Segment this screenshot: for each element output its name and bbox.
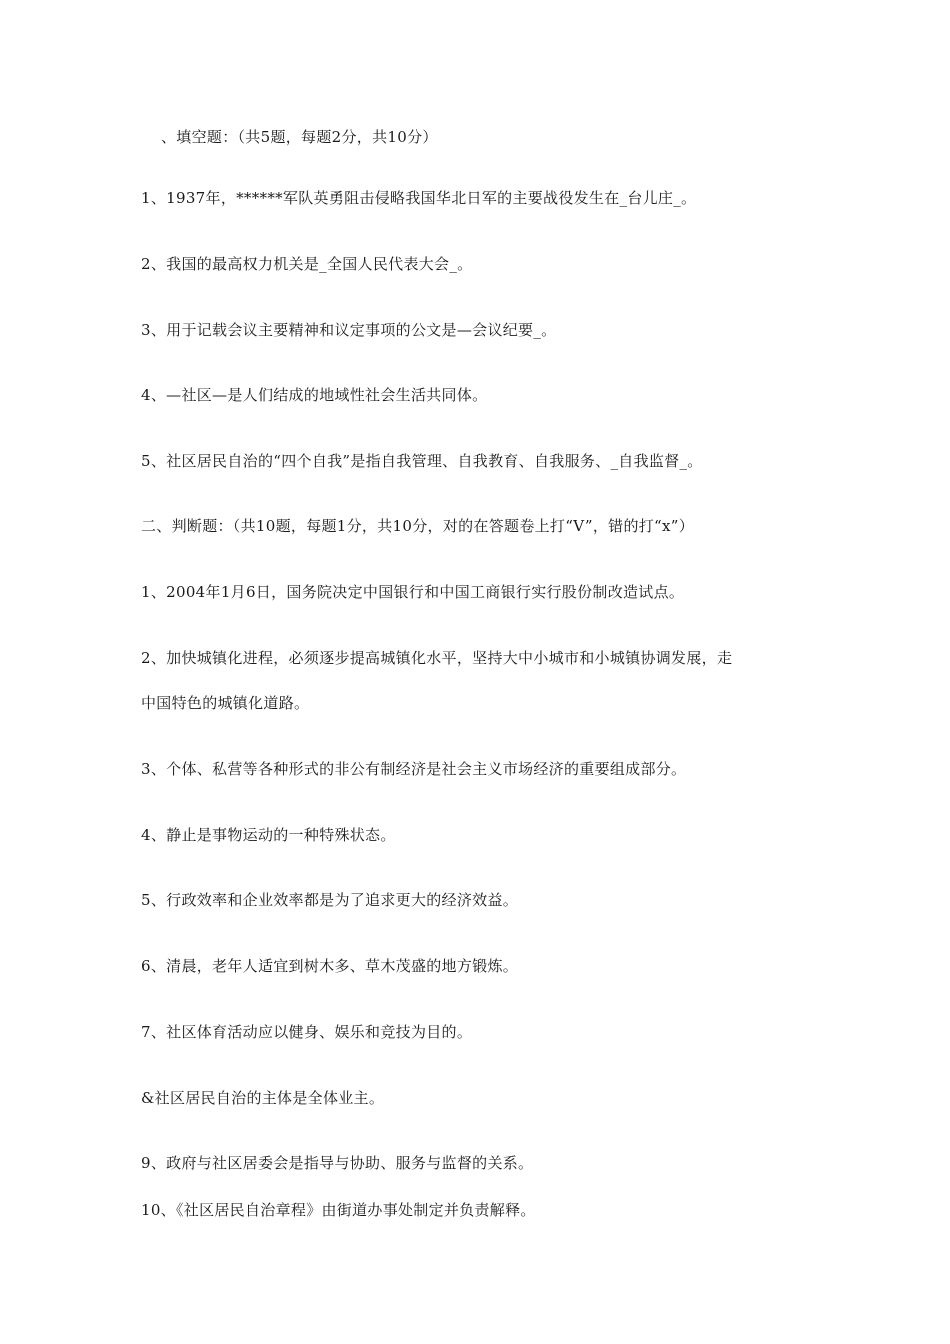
- section-heading-fill-in: 、填空题：（共5题，每题2分，共10分）: [161, 128, 438, 146]
- question-line: 2、我国的最高权力机关是_全国人民代表大会_。: [141, 255, 473, 273]
- section-heading-true-false: 二、判断题：（共10题，每题1分，共10分，对的在答题卷上打“V”，错的打“x”）: [141, 517, 695, 535]
- question-line: 1、1937年，******军队英勇阻击侵略我国华北日军的主要战役发生在_台儿庄_。: [141, 189, 697, 207]
- question-line: 3、用于记载会议主要精神和议定事项的公文是—会议纪要_。: [141, 321, 557, 339]
- question-line: 2、加快城镇化进程，必须逐步提高城镇化水平，坚持大中小城市和小城镇协调发展，走: [141, 649, 733, 667]
- question-line: 7、社区体育活动应以健身、娱乐和竞技为目的。: [141, 1023, 473, 1041]
- question-line: 5、行政效率和企业效率都是为了追求更大的经济效益。: [141, 891, 519, 909]
- question-line-continuation: 中国特色的城镇化道路。: [141, 694, 310, 712]
- question-line: &社区居民自治的主体是全体业主。: [141, 1089, 385, 1107]
- question-line: 5、社区居民自治的“四个自我”是指自我管理、自我教育、自我服务、_自我监督_。: [141, 452, 703, 470]
- question-line: 3、个体、私营等各种形式的非公有制经济是社会主义市场经济的重要组成部分。: [141, 760, 687, 778]
- question-line: 4、—社区—是人们结成的地域性社会生活共同体。: [141, 386, 488, 404]
- question-line: 4、静止是事物运动的一种特殊状态。: [141, 826, 396, 844]
- question-line: 9、政府与社区居委会是指导与协助、服务与监督的关系。: [141, 1154, 534, 1172]
- question-line: 10、《社区居民自治章程》由街道办事处制定并负责解释。: [141, 1201, 536, 1219]
- question-line: 6、清晨，老年人适宜到树木多、草木茂盛的地方锻炼。: [141, 957, 519, 975]
- question-line: 1、2004年1月6日，国务院决定中国银行和中国工商银行实行股份制改造试点。: [141, 583, 685, 601]
